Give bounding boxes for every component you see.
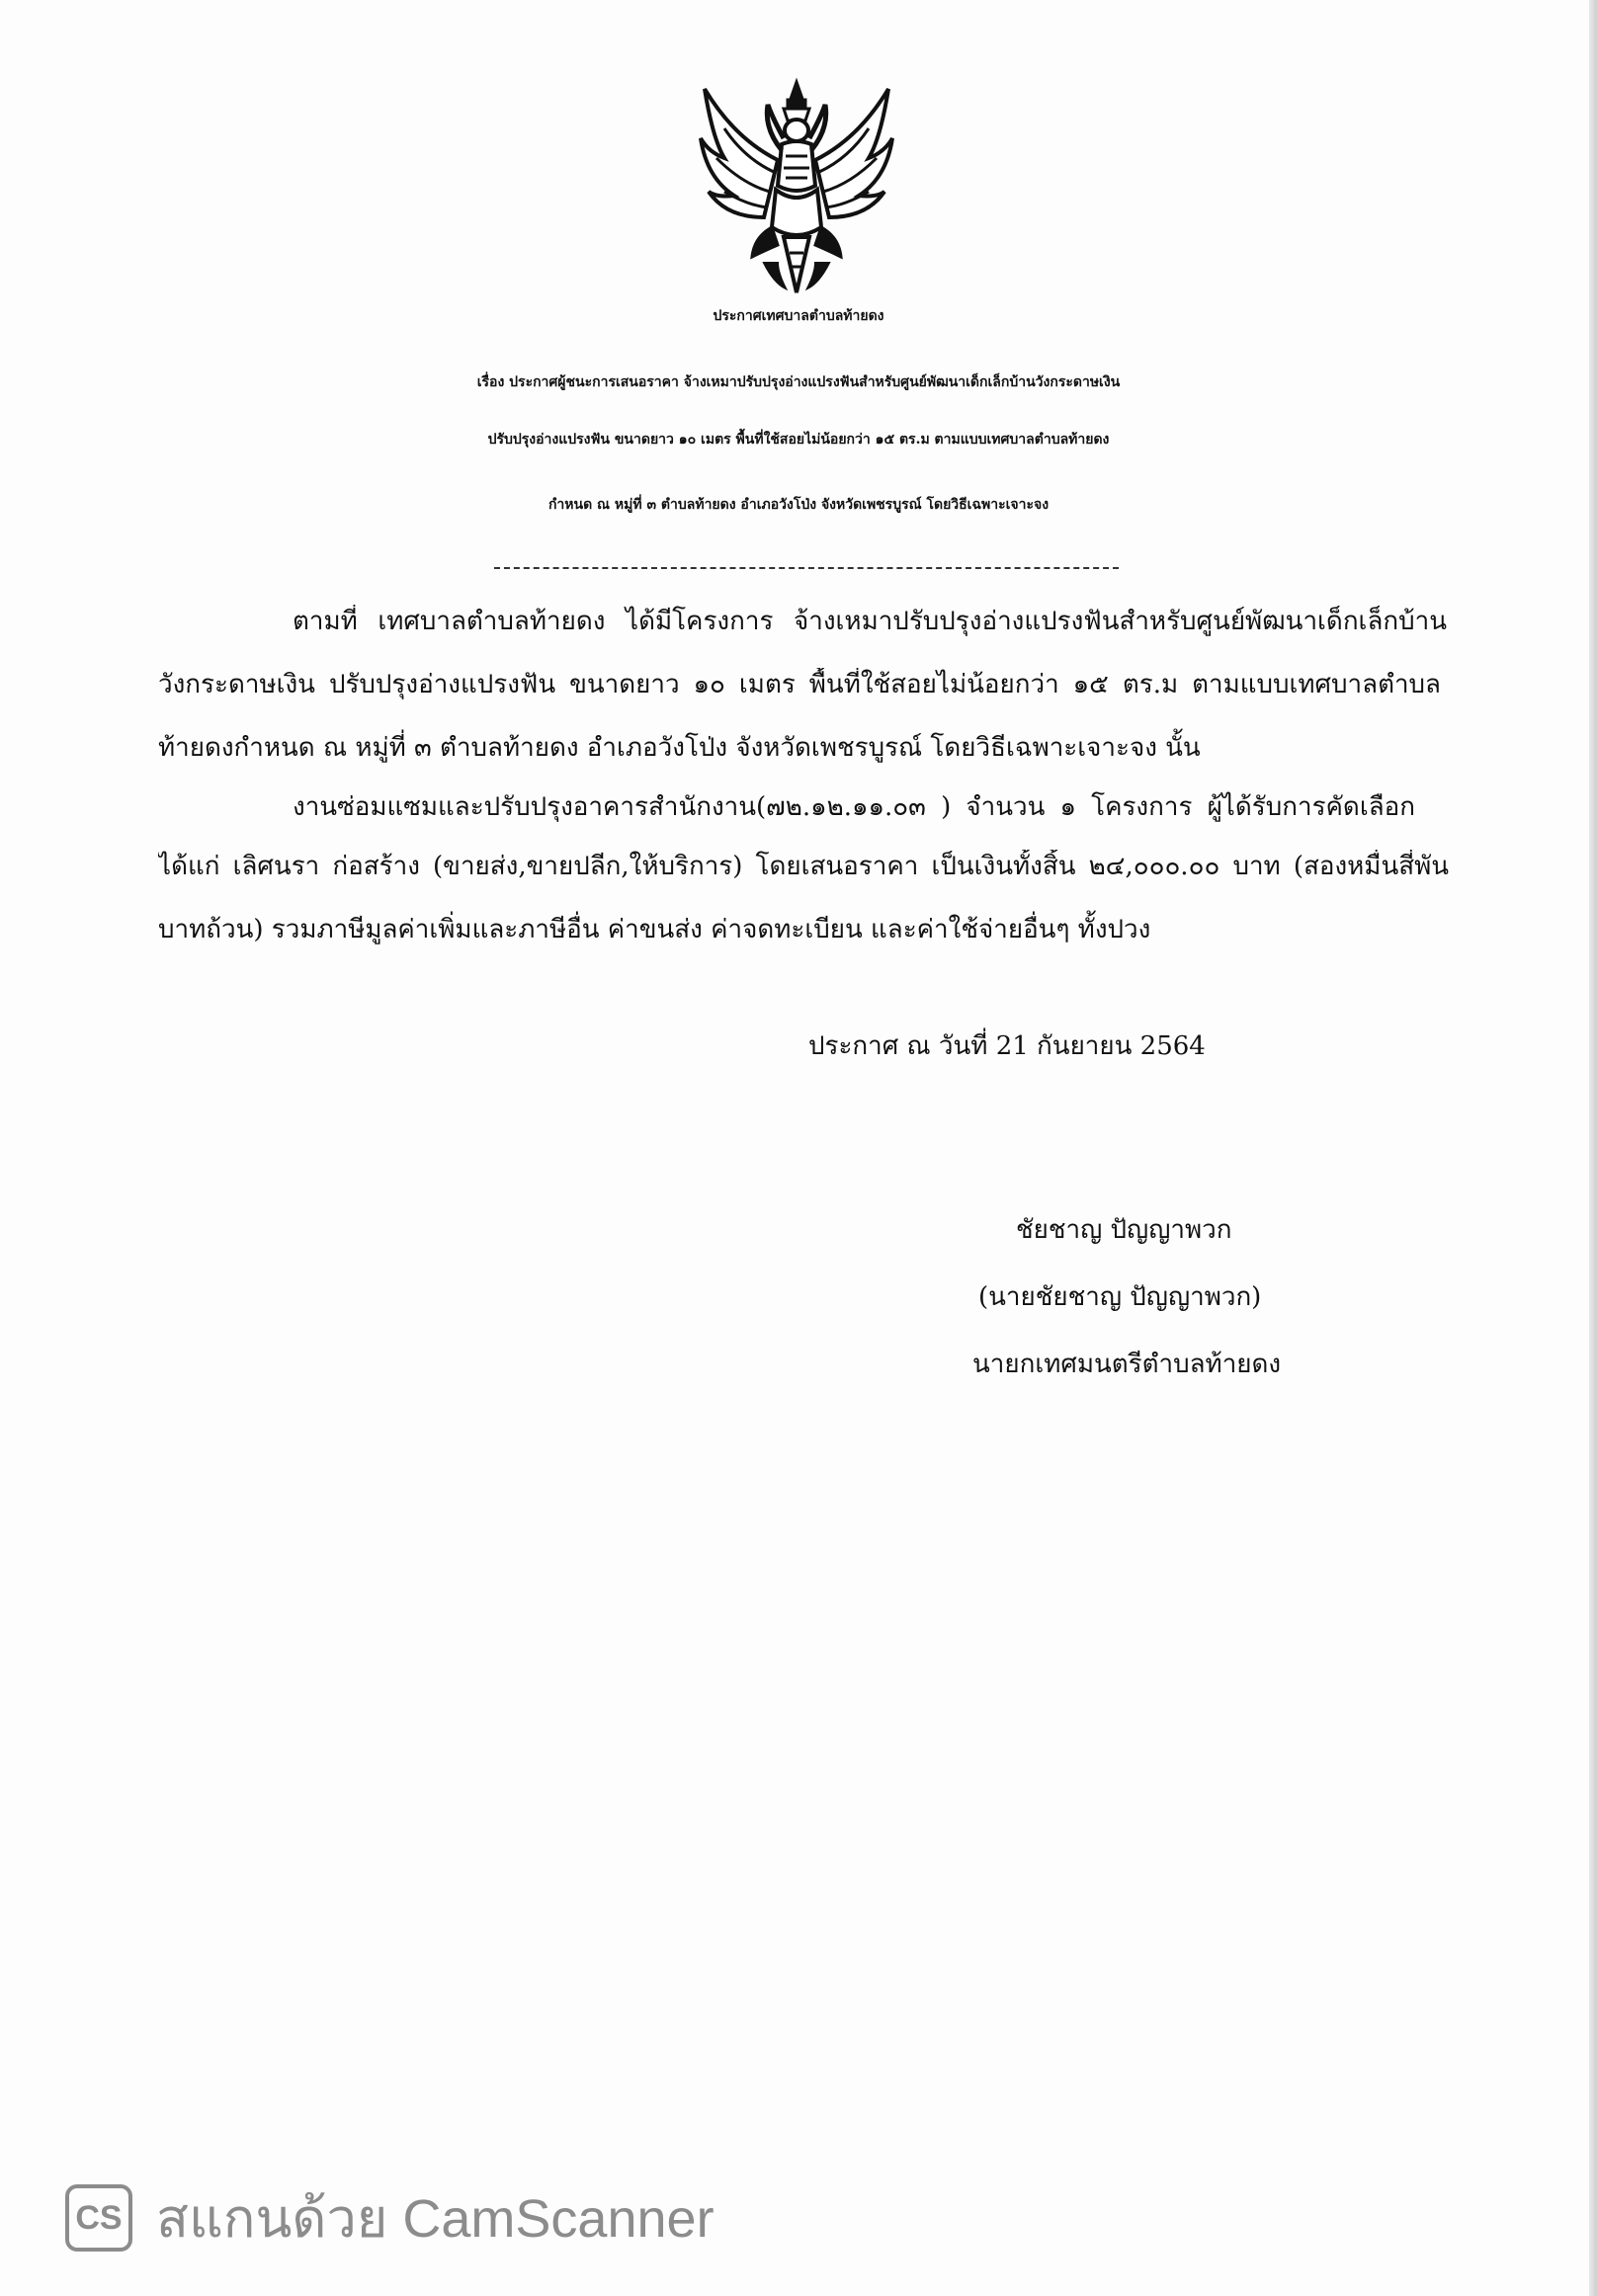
- page-edge-shadow: [1589, 0, 1597, 2296]
- signatory-full-name: (นายชัยชาญ ปัญญาพวก): [978, 1282, 1262, 1312]
- watermark-text: สแกนด้วย CamScanner: [156, 2189, 714, 2249]
- paragraph1-line-2: วังกระดาษเงิน ปรับปรุงอ่างแปรงฟัน ขนาดยาว ๑๐ เมตร พื้นที่ใช้สอยไม่น้อยกว่า ๑๕ ตร.ม ตามแบบเทศบาลตำบล: [158, 670, 1441, 699]
- announcement-date: ประกาศ ณ วันที่ 21 กันยายน 2564: [808, 1031, 1206, 1061]
- document-title: ประกาศเทศบาลตำบลท้ายดง: [713, 308, 884, 324]
- paragraph2-line-3: บาทถ้วน) รวมภาษีมูลค่าเพิ่มและภาษีอื่น ค่าขนส่ง ค่าจดทะเบียน และค่าใช้จ่ายอื่นๆ ทั้งปวง: [158, 915, 1151, 944]
- signature-name: ชัยชาญ ปัญญาพวก: [1016, 1215, 1232, 1245]
- garuda-emblem-icon: [695, 69, 898, 296]
- paragraph1-line-3: ท้ายดงกำหนด ณ หมู่ที่ ๓ ตำบลท้ายดง อำเภอวังโป่ง จังหวัดเพชรบูรณ์ โดยวิธีเฉพาะเจาะจง นั้น: [158, 733, 1201, 763]
- divider-line: [494, 567, 1119, 569]
- paragraph1-line-1: ตามที่ เทศบาลตำบลท้ายดง ได้มีโครงการ จ้างเหมาปรับปรุงอ่างแปรงฟันสำหรับศูนย์พัฒนาเด็กเล็กบ้าน: [293, 607, 1447, 636]
- paragraph2-line-2: ได้แก่ เลิศนรา ก่อสร้าง (ขายส่ง,ขายปลีก,ให้บริการ) โดยเสนอราคา เป็นเงินทั้งสิ้น ๒๔,๐๐๐.๐๐ บาท (สองหมื่นสี่พัน: [158, 852, 1449, 881]
- paragraph2-line-1: งานซ่อมแซมและปรับปรุงอาคารสำนักงาน(๗๒.๑๒.๑๑.๐๓ ) จำนวน ๑ โครงการ ผู้ได้รับการคัดเลือก: [293, 792, 1415, 822]
- subject-line-3: กำหนด ณ หมู่ที่ ๓ ตำบลท้ายดง อำเภอวังโป่ง จังหวัดเพชรบูรณ์ โดยวิธีเฉพาะเจาะจง: [547, 497, 1050, 513]
- subject-line-2: ปรับปรุงอ่างแปรงฟัน ขนาดยาว ๑๐ เมตร พื้นที่ใช้สอยไม่น้อยกว่า ๑๕ ตร.ม ตามแบบเทศบาลตำบลท้ายดง: [487, 432, 1110, 448]
- camscanner-logo-icon: CS: [65, 2184, 132, 2252]
- signatory-position: นายกเทศมนตรีตำบลท้ายดง: [972, 1350, 1282, 1379]
- subject-line-1: เรื่อง ประกาศผู้ชนะการเสนอราคา จ้างเหมาปรับปรุงอ่างแปรงฟันสำหรับศูนย์พัฒนาเด็กเล็กบ้านวังกระดาษเงิน: [476, 374, 1121, 390]
- camscanner-watermark: [65, 2175, 714, 2260]
